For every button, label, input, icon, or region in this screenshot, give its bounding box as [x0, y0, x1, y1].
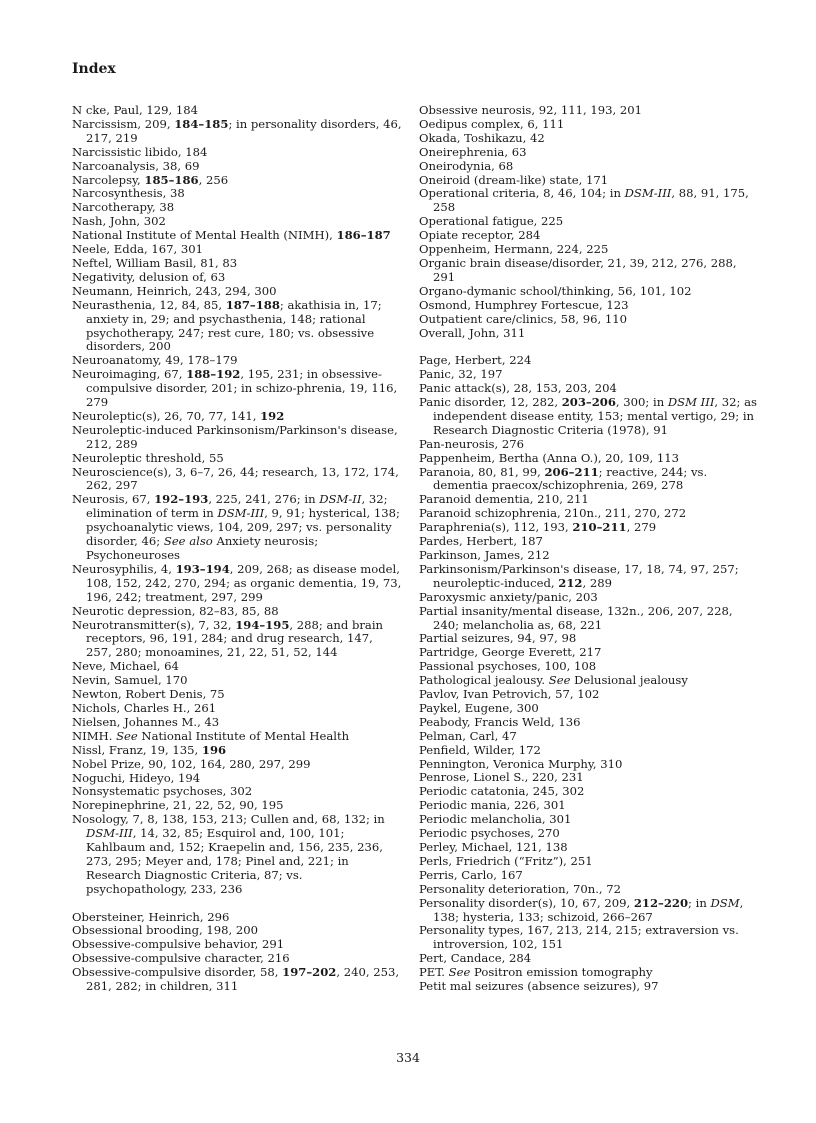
index-entry — [419, 813, 759, 827]
entry-text: Norepinephrine, 21, 22, 52, 90, 195 — [72, 798, 284, 813]
entry-text: Pert, Candace, 284 — [419, 951, 532, 966]
italic-text: DSM — [710, 895, 740, 910]
entry-text: Perley, Michael, 121, 138 — [419, 840, 568, 855]
entry-text: Periodic melancholia, 301 — [419, 812, 572, 827]
index-entry — [419, 382, 759, 396]
index-entry — [419, 160, 759, 174]
entry-text: Operational criteria, 8, 46, 104; in — [419, 186, 625, 201]
index-entry — [72, 744, 402, 758]
entry-text: Paranoid dementia, 210, 211 — [419, 492, 589, 507]
index-entry — [72, 187, 402, 201]
index-entry — [419, 521, 759, 535]
index-entry — [419, 952, 759, 966]
italic-text: DSM-III — [217, 506, 265, 521]
index-entry — [72, 201, 402, 215]
entry-text: Nosology, 7, 8, 138, 153, 213; Cullen and, 68, 132; in — [72, 812, 385, 827]
index-entry — [419, 104, 759, 118]
entry-text: Paroxysmic anxiety/panic, 203 — [419, 589, 598, 604]
index-entry — [419, 354, 759, 368]
entry-text: Nielsen, Johannes M., 43 — [72, 714, 220, 729]
entry-text: Neve, Michael, 64 — [72, 659, 179, 674]
entry-text: Partial seizures, 94, 97, 98 — [419, 631, 577, 646]
italic-text: DSM-III — [624, 186, 672, 201]
index-entry — [72, 785, 402, 799]
entry-text: Personality deterioration, 70n., 72 — [419, 881, 622, 896]
main-page-ref: 196 — [201, 742, 227, 757]
index-entry — [72, 758, 402, 772]
index-entry — [72, 368, 402, 410]
entry-text: Narcolepsy, — [72, 172, 145, 187]
index-entry — [72, 702, 402, 716]
main-page-ref: 194–195 — [235, 617, 290, 632]
entry-text: Narcosynthesis, 38 — [72, 186, 185, 201]
entry-text: Perris, Carlo, 167 — [419, 867, 523, 882]
entry-text: , 209, 268; as disease model, 108, 152, 242, 270, 294; as organic dementia, 19, 73, 196, 242; treatment, 297, 299 — [86, 561, 402, 604]
index-entry — [419, 118, 759, 132]
main-page-ref: 184–185 — [174, 116, 229, 131]
entry-text: Oneirodynia, 68 — [419, 158, 514, 173]
main-page-ref: 186–187 — [336, 228, 391, 243]
index-entry — [72, 466, 402, 494]
entry-text: Delusional jealousy — [570, 673, 688, 688]
entry-text: Panic disorder, 12, 282, — [419, 395, 562, 410]
entry-text: Passional psychoses, 100, 108 — [419, 659, 597, 674]
entry-text: Narcissistic libido, 184 — [72, 144, 208, 159]
index-entry — [419, 507, 759, 521]
index-entry — [72, 257, 402, 271]
index-entry — [419, 744, 759, 758]
entry-text: Petit mal seizures (absence seizures), 97 — [419, 979, 659, 994]
entry-text: Neumann, Heinrich, 243, 294, 300 — [72, 283, 277, 298]
entry-text: , 279 — [626, 520, 657, 535]
page-number: 334 — [396, 1050, 420, 1065]
index-entry — [419, 438, 759, 452]
index-entry — [72, 146, 402, 160]
index-entry — [72, 160, 402, 174]
entry-text: ; in personality disorders, 46, 217, 219 — [86, 116, 402, 145]
entry-text: Anxiety neurosis; Psychoneuroses — [86, 534, 319, 562]
index-entry — [72, 952, 402, 966]
entry-text: Paranoia, 80, 81, 99, — [419, 464, 545, 479]
entry-text: Paraphrenia(s), 112, 193, — [419, 520, 573, 535]
index-column-left — [72, 104, 402, 994]
index-entry — [419, 869, 759, 883]
entry-text: Pardes, Herbert, 187 — [419, 534, 543, 549]
entry-text: Organo-dymanic school/thinking, 56, 101, 102 — [419, 283, 692, 298]
entry-text: Parkinson, James, 212 — [419, 547, 550, 562]
index-entry — [72, 660, 402, 674]
entry-text: Opiate receptor, 284 — [419, 228, 541, 243]
entry-text: Noguchi, Hideyo, 194 — [72, 770, 201, 785]
index-entry — [419, 883, 759, 897]
index-entry — [419, 285, 759, 299]
index-entry — [419, 243, 759, 257]
index-entry — [419, 702, 759, 716]
entry-text: Nonsystematic psychoses, 302 — [72, 784, 253, 799]
entry-text: Page, Herbert, 224 — [419, 353, 532, 368]
entry-text: Personality types, 167, 213, 214, 215; extraversion vs. introversion, 102, 151 — [419, 923, 739, 952]
main-page-ref: 193–194 — [175, 561, 230, 576]
index-entry — [72, 688, 402, 702]
entry-text: PET. — [419, 965, 449, 980]
index-entry — [72, 104, 402, 118]
entry-text: ; reactive, 244; vs. dementia praecox/schizophrenia, 269, 278 — [433, 464, 708, 493]
index-entry — [419, 660, 759, 674]
entry-text: Obsessional brooding, 198, 200 — [72, 923, 259, 938]
index-entry — [72, 605, 402, 619]
section-gap — [419, 340, 759, 354]
entry-text: Obsessive-compulsive behavior, 291 — [72, 937, 285, 952]
entry-text: , 289 — [582, 575, 612, 590]
entry-text: Oppenheim, Hermann, 224, 225 — [419, 242, 609, 257]
index-entry — [419, 841, 759, 855]
entry-text: Obsessive-compulsive disorder, 58, — [72, 965, 283, 980]
entry-text: , 32; elimination of term in — [86, 492, 388, 521]
index-entry — [419, 771, 759, 785]
entry-text: , 195, 231; in obsessive-compulsive disorder, 201; in schizo-phrenia, 19, 116, 279 — [86, 367, 398, 410]
entry-text: Nichols, Charles H., 261 — [72, 700, 217, 715]
entry-text: Pappenheim, Bertha (Anna O.), 20, 109, 113 — [419, 450, 679, 465]
entry-text: Narcoanalysis, 38, 69 — [72, 158, 200, 173]
index-entry — [72, 118, 402, 146]
entry-text: Nobel Prize, 90, 102, 164, 280, 297, 299 — [72, 756, 311, 771]
index-entry — [419, 980, 759, 994]
index-entry — [72, 299, 402, 355]
entry-text: Outpatient care/clinics, 58, 96, 110 — [419, 311, 627, 326]
entry-text: Neurotransmitter(s), 7, 32, — [72, 617, 236, 632]
index-entry — [419, 368, 759, 382]
index-entry — [72, 674, 402, 688]
entry-text: Oneiroid (dream-like) state, 171 — [419, 172, 609, 187]
entry-text: N cke, Paul, 129, 184 — [72, 103, 198, 117]
main-page-ref: 192–193 — [154, 492, 209, 507]
index-entry — [72, 924, 402, 938]
entry-text: , 9, 91; hysterical, 138; psychoanalytic views, 104, 209, 297; vs. personality disorder, 46; — [86, 506, 400, 549]
index-entry — [72, 938, 402, 952]
entry-text: Overall, John, 311 — [419, 325, 526, 340]
entry-text: National Institute of Mental Health — [137, 728, 350, 743]
entry-text: , 225, 241, 276; in — [208, 492, 320, 507]
index-entry — [419, 924, 759, 952]
index-entry — [419, 229, 759, 243]
index-entry — [419, 132, 759, 146]
entry-text: Operational fatigue, 225 — [419, 214, 564, 229]
italic-text: See also — [163, 534, 213, 549]
entry-text: Narcissism, 209, — [72, 116, 175, 131]
index-entry — [72, 229, 402, 243]
index-entry — [419, 535, 759, 549]
index-column-right — [419, 104, 759, 994]
main-page-ref: 188–192 — [186, 367, 241, 382]
index-entry — [419, 299, 759, 313]
entry-text: Oneirephrenia, 63 — [419, 144, 527, 159]
main-page-ref: 197–202 — [282, 965, 337, 980]
index-entry — [72, 243, 402, 257]
index-entry — [419, 257, 759, 285]
entry-text: ; in — [688, 895, 711, 910]
index-entry — [72, 716, 402, 730]
entry-text: Neuroanatomy, 49, 178–179 — [72, 353, 238, 368]
index-entry — [72, 813, 402, 896]
entry-text: Nevin, Samuel, 170 — [72, 673, 188, 688]
index-entry — [419, 187, 759, 215]
main-page-ref: 185–186 — [144, 172, 199, 187]
entry-text: Neurosis, 67, — [72, 492, 155, 507]
index-entry — [72, 772, 402, 786]
index-entry — [419, 646, 759, 660]
index-entry — [72, 619, 402, 661]
index-entry — [72, 215, 402, 229]
entry-text: , 256 — [198, 172, 229, 187]
index-entry — [419, 591, 759, 605]
index-entry — [419, 215, 759, 229]
index-entry — [419, 313, 759, 327]
entry-text: NIMH. — [72, 728, 117, 743]
entry-text: Nissl, Franz, 19, 135, — [72, 742, 202, 757]
entry-text: Neuroleptic(s), 26, 70, 77, 141, — [72, 408, 261, 423]
entry-text: Neuroleptic threshold, 55 — [72, 450, 224, 465]
index-entry — [419, 716, 759, 730]
entry-text: , 14, 32, 85; Esquirol and, 100, 101; Kahlbaum and, 152; Kraepelin and, 156, 235, 236, 273, 295; Meyer and, 178; Pinel and, 221; in Research Diagnostic Criteria, 87; vs. psychopathology, 233, 236 — [86, 826, 383, 896]
entry-text: Periodic psychoses, 270 — [419, 826, 560, 841]
entry-text: , 300; in — [615, 395, 668, 410]
entry-text: Pathological jealousy. — [419, 673, 549, 688]
index-entry — [419, 758, 759, 772]
entry-text: Neurosyphilis, 4, — [72, 561, 176, 576]
index-entry — [72, 966, 402, 994]
entry-text: Panic attack(s), 28, 153, 203, 204 — [419, 381, 617, 396]
index-heading: Index — [72, 61, 116, 77]
entry-text: Pavlov, Ivan Petrovich, 57, 102 — [419, 687, 600, 702]
index-entry — [419, 174, 759, 188]
index-entry — [72, 799, 402, 813]
entry-text: Periodic catatonia, 245, 302 — [419, 784, 585, 799]
index-entry — [72, 424, 402, 452]
entry-text: Pelman, Carl, 47 — [419, 728, 517, 743]
index-entry — [419, 966, 759, 980]
entry-text: , 32; as independent disease entity, 153; mental vertigo, 29; in Research Diagnostic Criteria (1978), 91 — [433, 395, 757, 437]
main-page-ref: 212–220 — [633, 895, 689, 910]
entry-text: Nash, John, 302 — [72, 214, 166, 229]
index-entry — [419, 897, 759, 925]
entry-text: Neuroleptic-induced Parkinsonism/Parkinson's disease, 212, 289 — [72, 422, 398, 451]
entry-text: Positron emission tomography — [470, 965, 653, 980]
italic-text: DSM-III — [86, 826, 133, 841]
entry-text: ; akathisia in, 17; anxiety in, 29; and psychasthenia, 148; rational psychotherapy, 247; rest cure, 180; vs. obsessive disorders, 200 — [86, 297, 382, 354]
entry-text: Perls, Friedrich (“Fritz”), 251 — [419, 853, 593, 868]
entry-text: Neurotic depression, 82–83, 85, 88 — [72, 603, 279, 618]
index-entry — [72, 563, 402, 605]
main-page-ref: 212 — [558, 575, 583, 590]
index-entry — [419, 785, 759, 799]
entry-text: Periodic mania, 226, 301 — [419, 798, 566, 813]
entry-text: Parkinsonism/Parkinson's disease, 17, 18, 74, 97, 257; neuroleptic-induced, — [419, 561, 739, 590]
index-entry — [72, 730, 402, 744]
entry-text: Paranoid schizophrenia, 210n., 211, 270, 272 — [419, 506, 687, 521]
index-entry — [419, 327, 759, 341]
italic-text: See — [116, 728, 138, 743]
main-page-ref: 206–211 — [544, 464, 599, 479]
entry-text: Okada, Toshikazu, 42 — [419, 130, 545, 145]
index-entry — [419, 563, 759, 591]
entry-text: Pan-neurosis, 276 — [419, 436, 525, 451]
entry-text: Panic, 32, 197 — [419, 367, 503, 382]
main-page-ref: 210–211 — [572, 520, 627, 535]
index-entry — [419, 396, 759, 438]
index-entry — [419, 493, 759, 507]
entry-text: Partridge, George Everett, 217 — [419, 645, 602, 660]
entry-text: Penrose, Lionel S., 220, 231 — [419, 770, 584, 785]
index-entry — [72, 285, 402, 299]
index-entry — [72, 354, 402, 368]
entry-text: Obsessive neurosis, 92, 111, 193, 201 — [419, 103, 642, 117]
entry-text: Pennington, Veronica Murphy, 310 — [419, 756, 623, 771]
entry-text: Obsessive-compulsive character, 216 — [72, 951, 290, 966]
entry-text: Personality disorder(s), 10, 67, 209, — [419, 895, 634, 910]
index-entry — [419, 688, 759, 702]
main-page-ref: 203–206 — [561, 395, 616, 410]
entry-text: , 288; and brain receptors, 96, 191, 284; and drug research, 147, 257, 280; monoamines, 21, 22, 51, 52, 144 — [86, 617, 384, 660]
index-entry — [419, 605, 759, 633]
index-entry — [419, 730, 759, 744]
main-page-ref: 187–188 — [225, 297, 280, 312]
entry-text: Neele, Edda, 167, 301 — [72, 242, 204, 257]
entry-text: Negativity, delusion of, 63 — [72, 269, 226, 284]
entry-text: Neftel, William Basil, 81, 83 — [72, 255, 238, 270]
entry-text: Obersteiner, Heinrich, 296 — [72, 909, 230, 924]
italic-text: See — [448, 965, 471, 980]
entry-text: Penfield, Wilder, 172 — [419, 742, 541, 757]
entry-text: Oedipus complex, 6, 111 — [419, 116, 565, 131]
index-entry — [419, 855, 759, 869]
entry-text: , 138; hysteria, 133; schizoid, 266–267 — [433, 895, 744, 924]
index-entry — [72, 452, 402, 466]
index-entry — [72, 911, 402, 925]
entry-text: National Institute of Mental Health (NIMH), — [72, 228, 337, 243]
entry-text: Partial insanity/mental disease, 132n., 206, 207, 228, 240; melancholia as, 68, 221 — [419, 603, 733, 632]
section-gap — [72, 897, 402, 911]
entry-text: Osmond, Humphrey Fortescue, 123 — [419, 297, 629, 312]
italic-text: DSM III — [667, 395, 715, 410]
index-entry — [419, 146, 759, 160]
entry-text: Newton, Robert Denis, 75 — [72, 687, 225, 702]
index-entry — [419, 632, 759, 646]
entry-text: Neuroscience(s), 3, 6–7, 26, 44; research, 13, 172, 174, 262, 297 — [72, 464, 399, 493]
entry-text: Narcotherapy, 38 — [72, 200, 175, 215]
index-entry — [419, 674, 759, 688]
index-entry — [419, 799, 759, 813]
italic-text: DSM-II — [319, 492, 362, 507]
main-page-ref: 192 — [260, 408, 285, 423]
entry-text: Neurasthenia, 12, 84, 85, — [72, 297, 226, 312]
italic-text: See — [548, 673, 571, 688]
entry-text: Neuroimaging, 67, — [72, 367, 187, 382]
index-entry — [419, 452, 759, 466]
entry-text: Organic brain disease/disorder, 21, 39, 212, 276, 288, 291 — [419, 255, 737, 284]
index-entry — [72, 174, 402, 188]
entry-text: Peabody, Francis Weld, 136 — [419, 714, 581, 729]
entry-text: , 240, 253, 281, 282; in children, 311 — [86, 965, 400, 994]
index-entry — [419, 549, 759, 563]
index-entry — [419, 827, 759, 841]
index-entry — [72, 410, 402, 424]
index-entry — [72, 493, 402, 563]
index-entry — [419, 466, 759, 494]
entry-text: Paykel, Eugene, 300 — [419, 700, 539, 715]
entry-text: , 88, 91, 175, 258 — [433, 186, 749, 215]
index-entry — [72, 271, 402, 285]
